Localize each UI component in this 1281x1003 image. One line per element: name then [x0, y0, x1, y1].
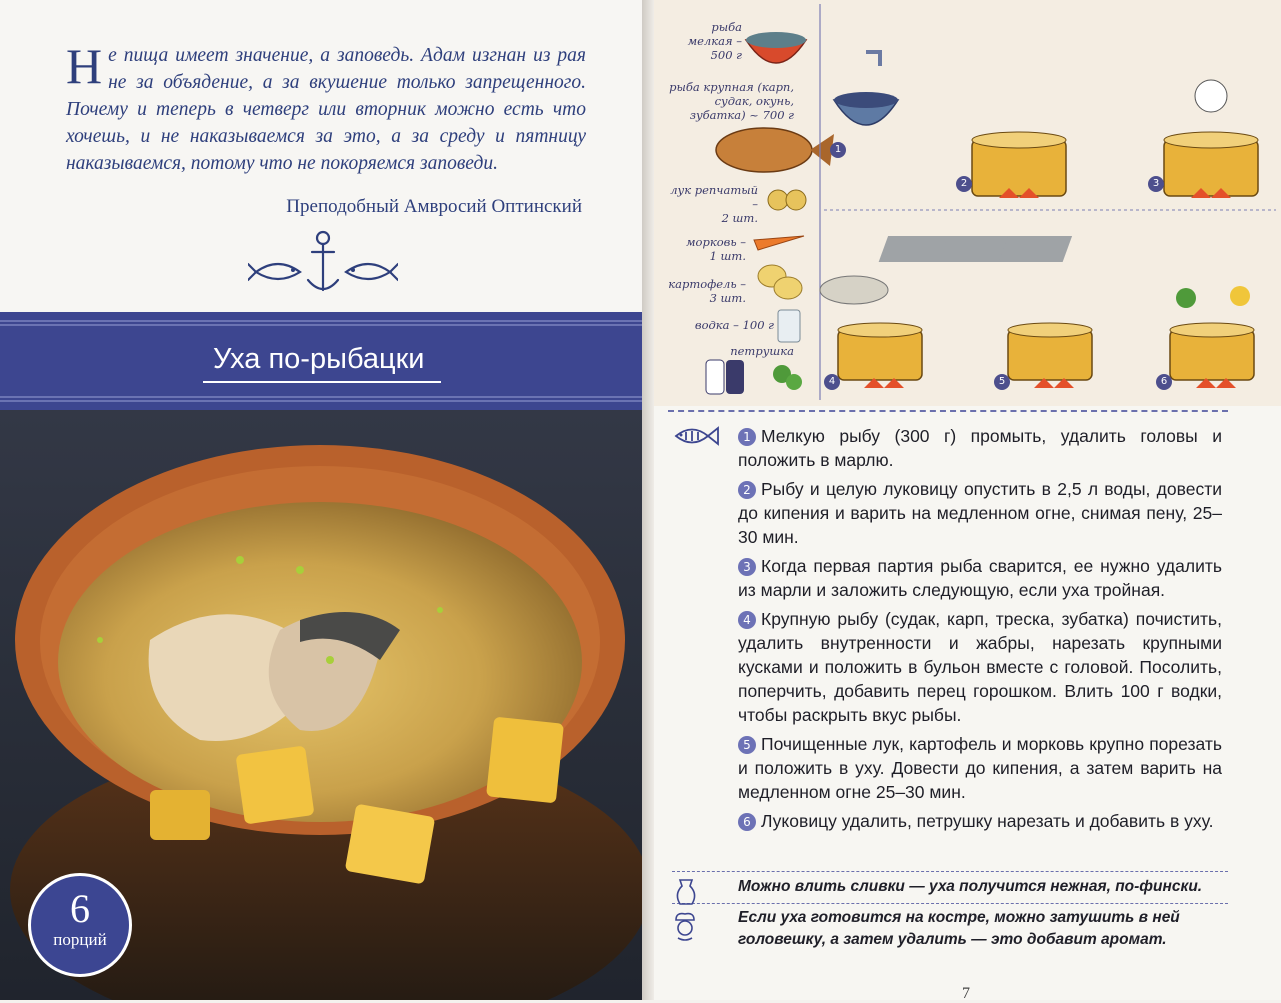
left-page — [0, 0, 642, 1000]
ingredient-amount: 1 шт. — [709, 249, 746, 263]
salt-pepper-jars-icon — [706, 360, 744, 394]
anchor-fish-ornament-icon — [248, 228, 398, 300]
tips-section — [672, 871, 1228, 948]
ingredient-amount: 100 г — [742, 318, 774, 332]
parsley-icon — [773, 365, 802, 390]
glass-icon — [778, 310, 800, 342]
portions-badge — [28, 873, 132, 977]
ingredient-amount: 3 шт. — [709, 291, 746, 305]
section-divider — [668, 410, 1228, 412]
quote-dropcap: Н — [66, 38, 103, 94]
quote-block — [66, 38, 586, 177]
fish-icon — [672, 423, 720, 449]
ingredient-name: водка – — [694, 318, 739, 332]
illus-step-5: 5 — [994, 374, 1010, 390]
step-number-badge: 6 — [738, 813, 756, 831]
ingredient-name: морковь – — [686, 235, 746, 249]
jug-icon — [672, 876, 700, 908]
quote-text: е пища имеет значение, а заповедь. Адам изгнан из рая не за объядение, а за вкушение только запрещенного. Почему и теперь в четверг или вторник можно есть что хочешь, и не наказываемся за это, а за среду и пятницу наказываемся, потому что не покоряемся заповеди. — [66, 45, 586, 174]
pot-scene-3-icon — [1164, 80, 1258, 198]
ingredient-name: картофель – — [668, 277, 746, 291]
tip-divider — [672, 871, 1228, 872]
small-fish-bowl-icon — [746, 32, 806, 63]
ingredient-amount: 500 г — [710, 48, 742, 62]
title-underline — [203, 381, 441, 383]
recipe-step — [738, 607, 1222, 727]
tip-text-campfire: Если уха готовится на костре, можно затушить в ней головешку, а затем удалить — это добавит аромат. — [738, 909, 1180, 948]
step-text: Мелкую рыбу (300 г) промыть, удалить головы и положить в марлю. — [738, 426, 1222, 470]
step-number-badge: 3 — [738, 558, 756, 576]
right-page — [654, 0, 1281, 1000]
step-number-badge: 1 — [738, 428, 756, 446]
quote-author: Преподобный Амвросий Оптинский — [286, 196, 582, 217]
potato-icon — [758, 265, 802, 299]
recipe-step — [738, 554, 1222, 602]
book-spine — [642, 0, 654, 1000]
illus-step-6: 6 — [1156, 374, 1172, 390]
carp-icon — [716, 128, 834, 172]
ingredient-amount: 2 шт. — [721, 211, 758, 225]
recipe-illustrations — [654, 0, 1281, 406]
step-text: Почищенные лук, картофель и морковь крупно порезать и положить в уху. Довести до кипения, а затем варить на медленном огне 25–30 мин. — [738, 734, 1222, 802]
tip-divider — [672, 903, 1228, 904]
illus-step-4: 4 — [824, 374, 840, 390]
onion-icon — [768, 190, 806, 210]
step-text: Луковицу удалить, петрушку нарезать и добавить в уху. — [761, 811, 1214, 831]
pot-scene-6-icon — [1170, 286, 1254, 388]
step-text: Крупную рыбу (судак, карп, треска, зубатка) почистить, удалить внутренности и жабры, нарезать крупными кусками и положить в бульон вместе с головой. Посолить, поперчить, добавить перец горошком. Влить 100 г водки, чтобы раскрыть вкус рыбы. — [738, 609, 1222, 725]
recipe-title: Уха по-рыбацки — [213, 343, 425, 375]
portions-label: порций — [53, 930, 107, 949]
step-number-badge: 2 — [738, 481, 756, 499]
step-text: Когда первая партия рыба сварится, ее нужно удалить из марли и заложить следующую, если уха тройная. — [738, 556, 1222, 600]
chef-icon — [670, 910, 700, 942]
illus-step-3: 3 — [1148, 176, 1164, 192]
ingredient-name: рыба мелкая – — [687, 20, 742, 48]
recipe-step — [738, 732, 1222, 804]
carrot-icon — [754, 236, 804, 250]
colander-scene-icon — [834, 52, 898, 125]
ingredient-name: лук репчатый – — [670, 183, 758, 211]
ingredient-amount: 700 г — [762, 108, 794, 122]
ingredient-name: петрушка — [730, 344, 794, 358]
pot-scene-4-icon — [820, 276, 922, 388]
step-text: Рыбу и целую луковицу опустить в 2,5 л воды, довести до кипения и варить на медленном огне, снимая пену, 25–30 мин. — [738, 479, 1222, 547]
recipe-step — [738, 477, 1222, 549]
illustration-panel — [654, 0, 1281, 406]
recipe-step — [738, 809, 1222, 833]
illus-step-2: 2 — [956, 176, 972, 192]
tip-text-cream: Можно влить сливки — уха получится нежная, по-фински. — [738, 878, 1203, 895]
illus-step-1: 1 — [830, 142, 846, 158]
step-number-badge: 4 — [738, 611, 756, 629]
pot-scene-2-icon — [972, 132, 1066, 198]
page-number: 7 — [962, 985, 970, 1002]
recipe-steps — [738, 424, 1222, 838]
portions-number: 6 — [70, 886, 90, 931]
step-number-badge: 5 — [738, 736, 756, 754]
ingredient-name: рыба крупная (карп, судак, окунь, зубатка) ~ — [669, 80, 794, 122]
recipe-step — [738, 424, 1222, 472]
